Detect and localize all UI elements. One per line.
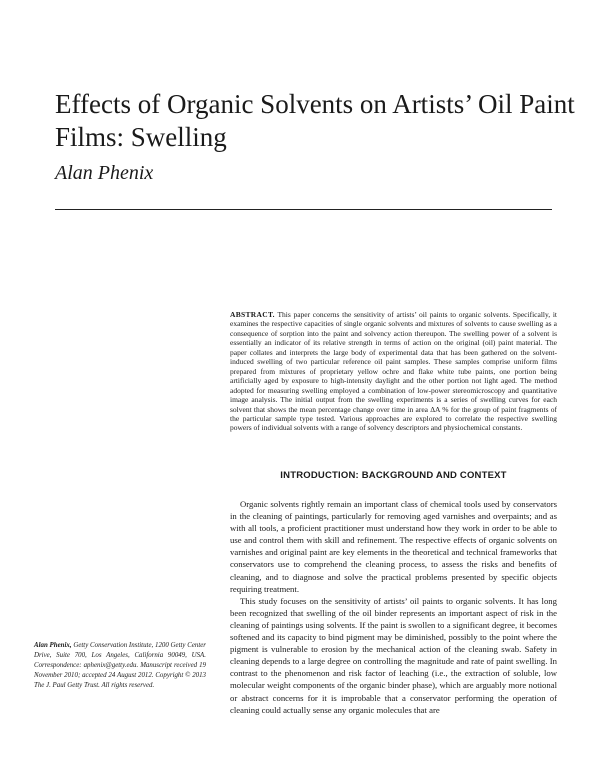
abstract: [230, 310, 557, 433]
body-text: [230, 498, 557, 716]
article-title: Effects of Organic Solvents on Artists’ Oil Paint Films: Swelling: [55, 89, 575, 152]
abstract-text: This paper concerns the sensitivity of artists’ oil paints to organic solvents. Specifically, it examines the respective capacities of single organic solvents and mixtures of solvents to cause swelling as a consequence of sorption into the paint and solvency action thereupon. The swelling power of a solvent is essentially an indicator of its relative strength in terms of action on the original (oil) paint material. The paper collates and interprets the large body of experimental data that has been gathered on the solvent-induced swelling of two particular reference oil paint samples. These samples comprise uniform films prepared from mixtures of proprietary yellow ochre and flake white tube paints, one portion being artificially aged by exposure to high-intensity daylight and the other portion not light aged. The method adopted for measuring swelling employed a combination of low-power stereomicroscopy and quantitative image analysis. The initial output from the swelling experiments is a series of swelling curves for each solvent that shows the mean percentage change over time in area ΔA % for the group of paint fragments of the particular sample type tested. Various approaches are explored to correlate the respective swelling powers of individual solvents with a range of solvency descriptors and physiochemical constants.: [230, 310, 557, 433]
author-name: Alan Phenix: [55, 162, 154, 184]
affiliation-name: Alan Phenix,: [34, 642, 72, 649]
section-heading: INTRODUCTION: BACKGROUND AND CONTEXT: [280, 470, 507, 481]
author-affiliation: [34, 641, 206, 691]
body-paragraph-1: Organic solvents rightly remain an important class of chemical tools used by conservators in the cleaning of paintings, particularly for removing aged varnishes and overpaints; and as with all tools, a proficient practitioner must understand how they work in order to be able to use and control them with skill and refinement. The respective effects of organic solvents on varnishes and original paint are key elements in the theoretical and technical frameworks that conservators use to comprehend the cleaning process, to assess the risks and benefits of cleaning, and to diagnose and solve the practical problems presented by specific objects requiring treatment.: [230, 499, 557, 594]
title-divider: [55, 209, 552, 210]
body-paragraph-2: This study focuses on the sensitivity of artists’ oil paints to organic solvents. It has long been recognized that swelling of the oil binder represents an important aspect of risk in the cleaning of paintings using solvents. If the paint is swollen to a significant degree, it becomes softened and its capacity to bind pigment may be diminished, possibly to the point where the pigment is vulnerable to erosion by the mechanical action of the cleaning swab. Safety in cleaning depends to a large degree on controlling the magnitude and rate of paint swelling. In contrast to the phenomenon and risk factor of leaching (i.e., the extraction of soluble, low molecular weight components of the organic binder phase), which are arguably more notional or abstract concerns for it is improbable that a conservator performing the operation of cleaning could actually sense any organic molecules that are: [230, 595, 557, 715]
abstract-label: ABSTRACT.: [230, 310, 275, 319]
affiliation-text: Getty Conservation Institute, 1200 Getty Center Drive, Suite 700, Los Angeles, California 90049, USA. Correspondence: aphenix@getty.edu. Manuscript received 19 November 2010; accepted 24 August 2012. Copyright © 2013 The J. Paul Getty Trust. All rights reserved.: [34, 642, 206, 689]
